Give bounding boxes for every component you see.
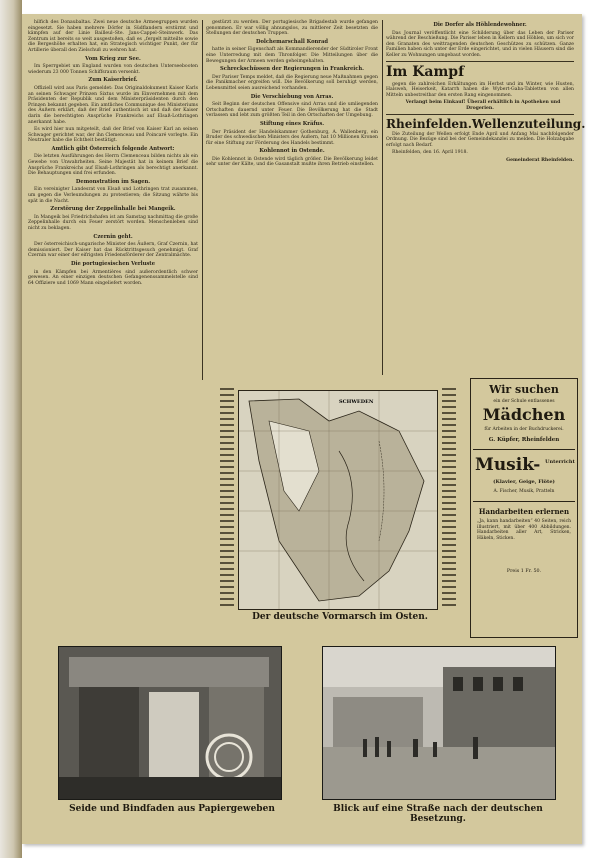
ad-wanted-sub: ein der Schule entlassenes <box>493 399 555 404</box>
announcement-date: Rheinfelden, den 16. April 1918. <box>392 150 468 156</box>
left-heading-5: Zerstörung der Zeppelinhalle bei Mangeik. <box>50 206 176 213</box>
im-kampf-note: Verlangt beim Einkauf! Überall erhältlich in Apotheken und Drogerien. <box>405 100 561 111</box>
middle-paragraph-6: Die Kohlennot in Ostende wird täglich größer. Die Bevölkerung leidet sehr unter der Kälte, und die Gasanstalt mußte ihren Betrieb einstellen. <box>206 156 378 168</box>
left-heading-6: Czernin geht. <box>93 233 133 240</box>
column-divider <box>202 20 203 380</box>
left-paragraph-1: Im Sperrgebiet um England wurden von deutschen Unterseebooten wiederum 23 000 Tonnen Schiffsraum versenkt. <box>28 64 198 75</box>
left-heading-4: Demonstration im Sagen. <box>75 178 151 185</box>
divider <box>386 114 574 115</box>
middle-heading-5: Kohlennot in Ostende. <box>259 148 325 155</box>
left-paragraph-2: Offiziell wird aus Paris gemeldet: Das Originaldokument Kaiser Karls an seinen Schwager Prinzen Sixtus wurde im Einvernehmen mit dem Präsidenten der Republik und dem Ministerpräsidenten durch den Prinzen bekannt gegeben. Ein amtliches Communique des Ministeriums des Äußern erklärt, daß der Brief authentisch ist und daß der Kaiser darin die berechtigten Ansprüche Frankreichs auf Elsaß-Lothringen anerkannt habe. <box>28 85 198 125</box>
map-graphic <box>239 391 437 609</box>
left-heading-1: Vom Krieg zur See. <box>85 55 141 62</box>
left-heading-3: Amtlich gibt Österreich folgende Antwort: <box>51 145 175 152</box>
ad-music: Musik- <box>475 455 541 475</box>
middle-heading-3: Die Verschiebung von Arras. <box>250 93 334 100</box>
photo-left <box>58 646 282 800</box>
im-kampf-title: Im Kampf <box>386 63 465 80</box>
divider <box>473 449 575 450</box>
middle-heading-4: Stiftung eines Kräfus. <box>259 120 325 127</box>
left-heading-7: Die portugiesischen Verluste <box>70 260 156 267</box>
announcement-heading: Wellenzuteilung. <box>471 116 586 131</box>
divider <box>386 61 574 62</box>
ad-music-teacher: A. Fischer, Musik, Pratteln <box>493 489 555 494</box>
newspaper-page <box>22 14 586 844</box>
left-paragraph-7: Der österreichisch-ungarische Minister des Äußern, Graf Czernin, hat demissioniert. Der Kaiser hat das Rücktrittsgesuch genehmigt. Graf Czernin war einer der eifrigsten Friedensförderer der Zentralmächte. <box>28 242 198 259</box>
map-region-label: SCHWEDEN <box>339 399 374 405</box>
left-heading-2: Zum Kaiserbrief. <box>88 77 138 84</box>
book-binding <box>0 0 22 858</box>
town-heading: Rheinfelden. <box>386 116 472 131</box>
photo-left-graphic <box>59 647 281 799</box>
announcement-text: Die Zuteilung der Wellen erfolgt Ende April und Anfang Mai nachfolgender Ordnung. Die Bezüge sind bei der Gemeindekanzlei zu melden. Die Holzabgabe erfolgt nach Bedarf. <box>386 131 574 148</box>
right-paragraph-1: Das Journal veröffentlicht eine Schilderung über das Leben der Pariser während der Beschießung. Die Pariser leben in Kellern und Höhlen, um sich vor den Granaten des weittragenden deutschen Geschützes zu schützen. Ganze Familien haben sich unter der Erde eingerichtet, und in vielen Häusern sind die Keller zu Wohnungen umgebaut worden. <box>386 30 574 58</box>
left-intro: hilfich des Donaubaltas. Zwei neue deutsche Armeegruppen wurden eingesetzt. Sie haben mehrere Dörfer in Südflandern erstürmt und kämpfen auf der Linie Bailleul–Ste. Jans-Cappel–Steinwerk. Das Zentrum ist bereits so weit ausgestoßen, daß es „fergelt mitteilte sowie die Bergeshöhe erhalten hat, ein Strategisch wichtiger Punkt, der für Artillerie überall den Zielschuß zu wehren hat. <box>28 20 198 53</box>
ad-handwork-text: „Ja, kann handarbeiten“ 40 Seiten, reich illustriert, mit über 400 Abbildungen. Handarbeiten aller Art, Stricken, Häkeln, Sticken. <box>477 519 571 541</box>
middle-paragraph-4: Seit Beginn der deutschen Offensive sind Arras und die umliegenden Ortschaften dauernd unter Feuer. Die Bevölkerung hat die Stadt verlassen und lebt zum größten Teil in den Ortschaften der Umgebung. <box>206 102 378 119</box>
ornament-border-left <box>220 388 234 608</box>
ad-handwork-title: Handarbeiten erlernen <box>478 507 570 516</box>
ornament-border-right <box>442 388 456 608</box>
photo-right <box>322 646 556 800</box>
column-divider <box>382 20 383 375</box>
photo-right-graphic <box>323 647 555 799</box>
ad-music-instruments: (Klavier, Geige, Flöte) <box>493 479 555 485</box>
map-image <box>238 390 438 610</box>
im-kampf-text: gegen die zahlreichen Erkältungen im Herbst und im Winter, wie Husten, Halsweh, Heiserkeit, Katarrh haben die Wybert-Gaba-Tabletten von allen Mitteln unbestreitbar den ersten Rang eingenommen. <box>386 81 574 98</box>
left-paragraph-3: Es wird hier nun mitgeteilt, daß der Brief von Kaiser Karl an seinen Schwager gerichtet war, der ihn Clemenceau und Poincaré vorlegte. Ein Neutraler habe die Echtheit bestätigt. <box>28 127 198 144</box>
ads-box <box>470 378 578 638</box>
ad-girl-sub: für Arbeiten in der Buchdruckerei. <box>484 427 564 432</box>
left-paragraph-4: Die letzten Ausführungen des Herrn Clemenceau bilden nichts als ein Gewebe von Unwahrheiten. Seine Majestät hat in keinem Brief die Ansprüche Frankreichs auf Elsaß-Lothringen als berechtigt anerkannt. Die Behauptungen sind frei erfunden. <box>28 154 198 177</box>
middle-paragraph-2: hatte in seiner Eigenschaft als Kommandierender der Südtiroler Front eine Unterredung mit dem Thronfolger. Die Mitteilungen über die Bewegungen der Armeen werden geheimgehalten. <box>206 47 378 64</box>
middle-paragraph-5: Der Präsident der Handelskammer Gothenburg, A. Wallenberg, ein Bruder des schwedischen Ministers des Äußern, hat 10 Millionen Kronen für eine Stiftung zur Förderung des Handels bestimmt. <box>206 129 378 146</box>
column-left <box>28 20 198 610</box>
announcement-signature: Gemeinderat Rheinfelden. <box>506 157 574 163</box>
right-heading-1: Die Dorfer als Höhlendewohner. <box>433 22 527 28</box>
ad-girl: Mädchen <box>482 405 566 424</box>
middle-paragraph-1: gestürzt zu werden. Der portugiesische Brigadestab wurde gefangen genommen. Er war völlig ahnungslos, zu mittlerer Zeit besetzten die Stellungen der deutschen Truppen. <box>206 20 378 37</box>
left-paragraph-6: In Mangeik bei Friedrichshafen ist am Samstag nachmittag die große Zeppelinhalle durch ein Feuer zerstört worden. Menschenleben sind nicht zu beklagen. <box>28 214 198 231</box>
middle-heading-1: Dolchemarschall Konrad <box>255 38 329 45</box>
middle-heading-2: Schreckschüssen der Regierungen in Frankreich. <box>220 66 364 73</box>
ad-handwork-price: Preis 1 Fr. 50. <box>506 569 542 574</box>
column-right <box>386 20 586 376</box>
ad-music-side: Unterricht <box>545 459 575 465</box>
photo-left-caption: Seide und Bindfaden aus Papiergeweben <box>69 804 275 814</box>
map-caption: Der deutsche Vormarsch im Osten. <box>252 612 428 622</box>
middle-paragraph-3: Der Pariser Temps meldet, daß die Regierung neue Maßnahmen gegen die Panikmacher ergreifen will. Die Bevölkerung soll beruhigt werden, Lebensmittel seien ausreichend vorhanden. <box>206 74 378 91</box>
ad-wanted-title: Wir suchen <box>489 383 559 396</box>
left-paragraph-5: Ein vereinigter Landesrat von Elsaß und Lothringen trat zusammen, um gegen die Verleumdungen zu protestieren; die Sitzung währte bis spät in die Nacht. <box>28 187 198 204</box>
left-paragraph-8: in den Kämpfen bei Armentières sind außerordentlich schwer gewesen. An einer einzigen deutschen Gefangenenssammelstelle sind 64 Offiziere und 1069 Mann eingeliefert worden. <box>28 269 198 286</box>
divider <box>473 501 575 502</box>
photo-right-caption: Blick auf eine Straße nach der deutschen Besetzung. <box>333 804 543 824</box>
column-middle <box>206 20 378 380</box>
ad-company: G. Küpfer, Rheinfelden <box>488 437 560 443</box>
